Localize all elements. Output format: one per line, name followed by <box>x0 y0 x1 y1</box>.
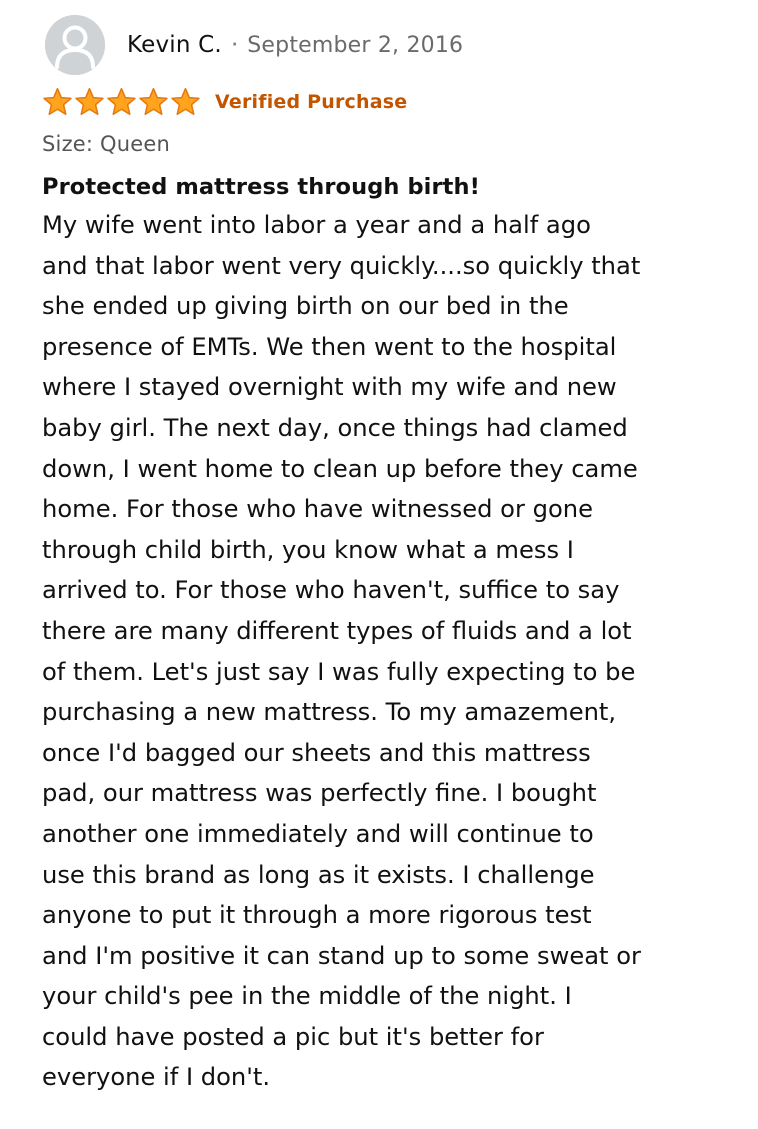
review-body-line: down, I went home to clean up before they came <box>42 454 638 483</box>
review-body-line: where I stayed overnight with my wife and new <box>42 373 617 402</box>
review-body-line: through child birth, you know what a mess I <box>42 535 574 564</box>
review-body-line: she ended up giving birth on our bed in the <box>42 292 569 321</box>
product-size: Size: Queen <box>42 132 171 156</box>
review-date: September 2, 2016 <box>247 32 464 58</box>
review-body-line: everyone if I don't. <box>42 1063 271 1092</box>
review-body-line: My wife went into labor a year and a half ago <box>42 211 591 239</box>
user-silhouette-icon <box>45 15 105 75</box>
user-avatar-icon[interactable] <box>45 15 105 75</box>
star-icon <box>138 87 169 117</box>
review-body-line: baby girl. The next day, once things had clamed <box>42 413 628 442</box>
star-rating[interactable] <box>42 87 202 117</box>
review-body-line: your child's pee in the middle of the night. I <box>42 982 572 1011</box>
reviewer-name[interactable]: Kevin C. <box>127 32 222 58</box>
review-body-line: once I'd bagged our sheets and this mattress <box>42 738 591 767</box>
review-body-line: anyone to put it through a more rigorous test <box>42 901 592 930</box>
header-separator: · <box>230 32 239 58</box>
review-body-line: purchasing a new mattress. To my amazement, <box>42 698 617 727</box>
rating-row <box>42 86 758 118</box>
review-body-line: use this brand as long as it exists. I challenge <box>42 860 595 889</box>
review-body-line: pad, our mattress was perfectly fine. I bought <box>42 779 597 808</box>
star-icon <box>170 87 201 117</box>
review-body-line: could have posted a pic but it's better for <box>42 1022 544 1051</box>
review-body-line: arrived to. For those who haven't, suffice to say <box>42 576 620 605</box>
star-icon <box>106 87 137 117</box>
review-body-line: of them. Let's just say I was fully expecting to be <box>42 657 636 686</box>
review-body-line: and I'm positive it can stand up to some sweat or <box>42 941 641 970</box>
review-body-line: home. For those who have witnessed or gone <box>42 495 593 524</box>
review-header <box>42 14 758 76</box>
verified-purchase-badge: Verified Purchase <box>215 91 408 113</box>
review-body-line: presence of EMTs. We then went to the hospital <box>42 332 617 361</box>
review-body <box>42 205 742 1098</box>
review-body-line: another one immediately and will continue to <box>42 819 594 848</box>
review-title[interactable]: Protected mattress through birth! <box>42 174 481 200</box>
star-icon <box>74 87 105 117</box>
star-icon <box>42 87 73 117</box>
review-body-line: there are many different types of fluids and a lot <box>42 616 632 645</box>
review-body-line: and that labor went very quickly....so quickly that <box>42 251 641 280</box>
